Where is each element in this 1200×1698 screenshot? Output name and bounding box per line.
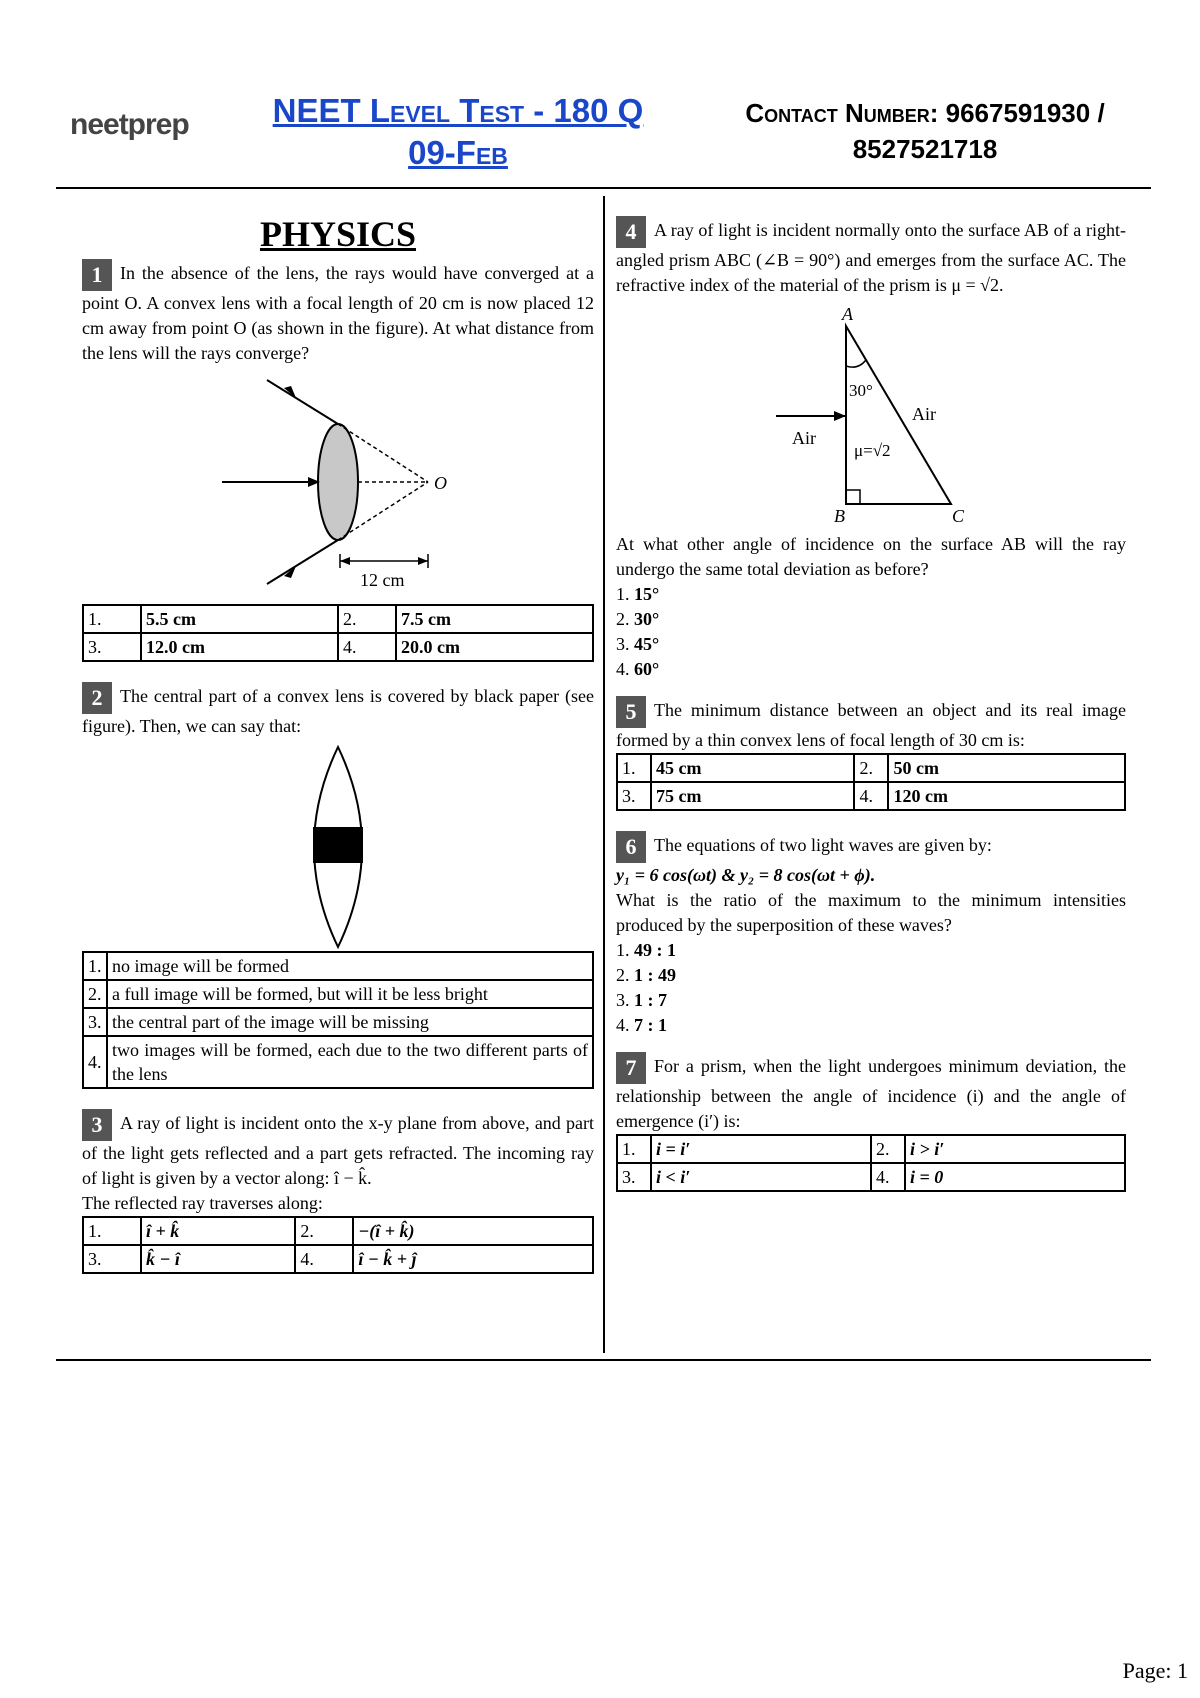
option-number: 2. [854,754,888,782]
option-2[interactable]: 2. 30° [616,609,660,629]
question-number: 3 [82,1109,112,1141]
option-number: 3. [617,1163,651,1191]
vertex-a-label: A [842,304,853,324]
option-4[interactable]: 4. 7 : 1 [616,1015,667,1035]
title-line1: NEET Level Test - 180 Q [272,92,644,129]
arrow-head [834,411,846,421]
arrow-head [340,557,350,565]
question-number: 6 [616,831,646,863]
wave-equation: y₁ = 6 cos(ωt) & y₂ = 8 cos(ωt + ϕ). [616,865,876,885]
question-text: A ray of light is incident normally onto the surface AB of a right-angled prism ABC (∠B = 90°) and emerges from the surface AC. The refractive index of the material of the prism is μ = √2. [616,220,1126,295]
option-number: 4. [338,633,396,661]
option-1[interactable]: 5.5 cm [141,605,338,633]
vertex-c-label: C [952,506,965,524]
question-2 [82,682,594,739]
option-number: 2. [83,980,107,1008]
top-incident-ray [267,380,338,424]
options-list-q4 [616,582,1126,682]
logo-text: neetprep [70,108,189,141]
option-2[interactable]: −(î + k̂) [353,1217,593,1245]
option-number: 1. [617,754,651,782]
question-number: 2 [82,682,112,714]
question-3 [82,1109,594,1216]
question-subtext: What is the ratio of the maximum to the minimum intensities produced by the superposition of these waves? [616,890,1126,935]
vertex-b-label: B [834,506,845,524]
neetprep-logo [70,108,220,152]
question-number: 7 [616,1052,646,1084]
air-label-left: Air [792,428,816,448]
options-table-q2 [82,951,594,1089]
lens-convergence-figure [82,372,594,604]
prism-figure [616,304,1126,524]
question-text: For a prism, when the light undergoes minimum deviation, the relationship between the angle of incidence (i) and the angle of emergence (i′) is: [616,1056,1126,1131]
option-4[interactable]: 20.0 cm [396,633,593,661]
option-4[interactable]: 4. 60° [616,659,660,679]
convex-lens-shape [318,424,358,540]
option-3[interactable]: k̂ − î [141,1245,295,1273]
point-o-label: O [434,473,447,493]
option-1[interactable]: 1. 15° [616,584,660,604]
options-list-q6 [616,938,1126,1038]
header-divider [56,187,1151,189]
option-2[interactable]: 7.5 cm [396,605,593,633]
contact-line2: 8527521718 [852,134,998,164]
question-7 [616,1052,1126,1134]
option-number: 3. [83,633,141,661]
question-6 [616,831,1126,863]
option-1[interactable]: 1. 49 : 1 [616,940,676,960]
question-text: A ray of light is incident onto the x-y plane from above, and part of the light gets reflected and a part gets refracted. The incoming ray of light is given by a vector along: î − k̂. [82,1113,594,1188]
option-number: 1. [83,1217,141,1245]
option-3[interactable]: the central part of the image will be missing [107,1008,593,1036]
option-1[interactable]: î + k̂ [141,1217,295,1245]
angle-label: 30° [849,381,873,400]
option-number: 4. [295,1245,353,1273]
covered-lens-figure [82,743,594,951]
options-table-q1 [82,604,594,662]
column-divider [603,196,605,1353]
question-5 [616,696,1126,753]
option-4[interactable]: î − k̂ + ĵ [353,1245,593,1273]
question-1 [82,259,594,366]
option-3[interactable]: 75 cm [651,782,854,810]
question-text: The central part of a convex lens is covered by black paper (see figure). Then, we can say that: [82,686,594,736]
contact-number [705,95,1145,167]
subject-heading: PHYSICS [259,214,417,254]
option-1[interactable]: 45 cm [651,754,854,782]
question-text: The minimum distance between an object and its real image formed by a thin convex lens of focal length of 30 cm is: [616,700,1126,750]
question-text: In the absence of the lens, the rays would have converged at a point O. A convex lens with a focal length of 20 cm is now placed 12 cm away from point O (as shown in the figure). At what distance from the lens will the rays converge? [82,263,594,363]
option-number: 2. [295,1217,353,1245]
option-number: 4. [871,1163,905,1191]
option-number: 3. [83,1008,107,1036]
option-4[interactable]: 120 cm [888,782,1125,810]
page-number: Page: 1 [1122,1658,1188,1683]
option-1[interactable]: no image will be formed [107,952,593,980]
option-number: 3. [83,1245,141,1273]
option-2[interactable]: 2. 1 : 49 [616,965,676,985]
option-number: 4. [83,1036,107,1088]
contact-line1: Contact Number: 9667591930 / [745,98,1105,128]
question-number: 5 [616,696,646,728]
options-table-q7 [616,1134,1126,1192]
question-subtext: At what other angle of incidence on the surface AB will the ray undergo the same total deviation as before? [616,534,1126,579]
option-3[interactable]: 3. 45° [616,634,660,654]
option-number: 4. [854,782,888,810]
distance-label: 12 cm [360,570,405,590]
option-3[interactable]: 12.0 cm [141,633,338,661]
option-2[interactable]: a full image will be formed, but will it be less bright [107,980,593,1008]
option-number: 2. [338,605,396,633]
option-3[interactable]: i < i′ [651,1163,871,1191]
option-1[interactable]: i = i′ [651,1135,871,1163]
option-4[interactable]: two images will be formed, each due to the two different parts of the lens [107,1036,593,1088]
bottom-incident-ray [267,540,338,584]
option-4[interactable]: i = 0 [905,1163,1125,1191]
right-column [616,216,1126,1192]
option-number: 2. [871,1135,905,1163]
question-number: 4 [616,216,646,248]
question-text: The equations of two light waves are given by: [654,835,992,856]
refractive-index-label: μ=√2 [854,441,891,460]
option-number: 3. [617,782,651,810]
left-column [82,214,594,1274]
arrow-head [418,557,428,565]
option-3[interactable]: 3. 1 : 7 [616,990,667,1010]
air-label-right: Air [912,404,936,424]
test-title[interactable] [228,90,688,174]
question-number: 1 [82,259,112,291]
option-number: 1. [617,1135,651,1163]
content-bottom-divider [56,1359,1151,1361]
title-line2: 09-Feb [408,134,508,171]
option-2[interactable]: 50 cm [888,754,1125,782]
question-4 [616,216,1126,298]
option-2[interactable]: i > i′ [905,1135,1125,1163]
option-number: 1. [83,952,107,980]
option-number: 1. [83,605,141,633]
question-subtext: The reflected ray traverses along: [82,1193,323,1213]
black-paper-cover [313,827,363,863]
options-table-q5 [616,753,1126,811]
options-table-q3 [82,1216,594,1274]
